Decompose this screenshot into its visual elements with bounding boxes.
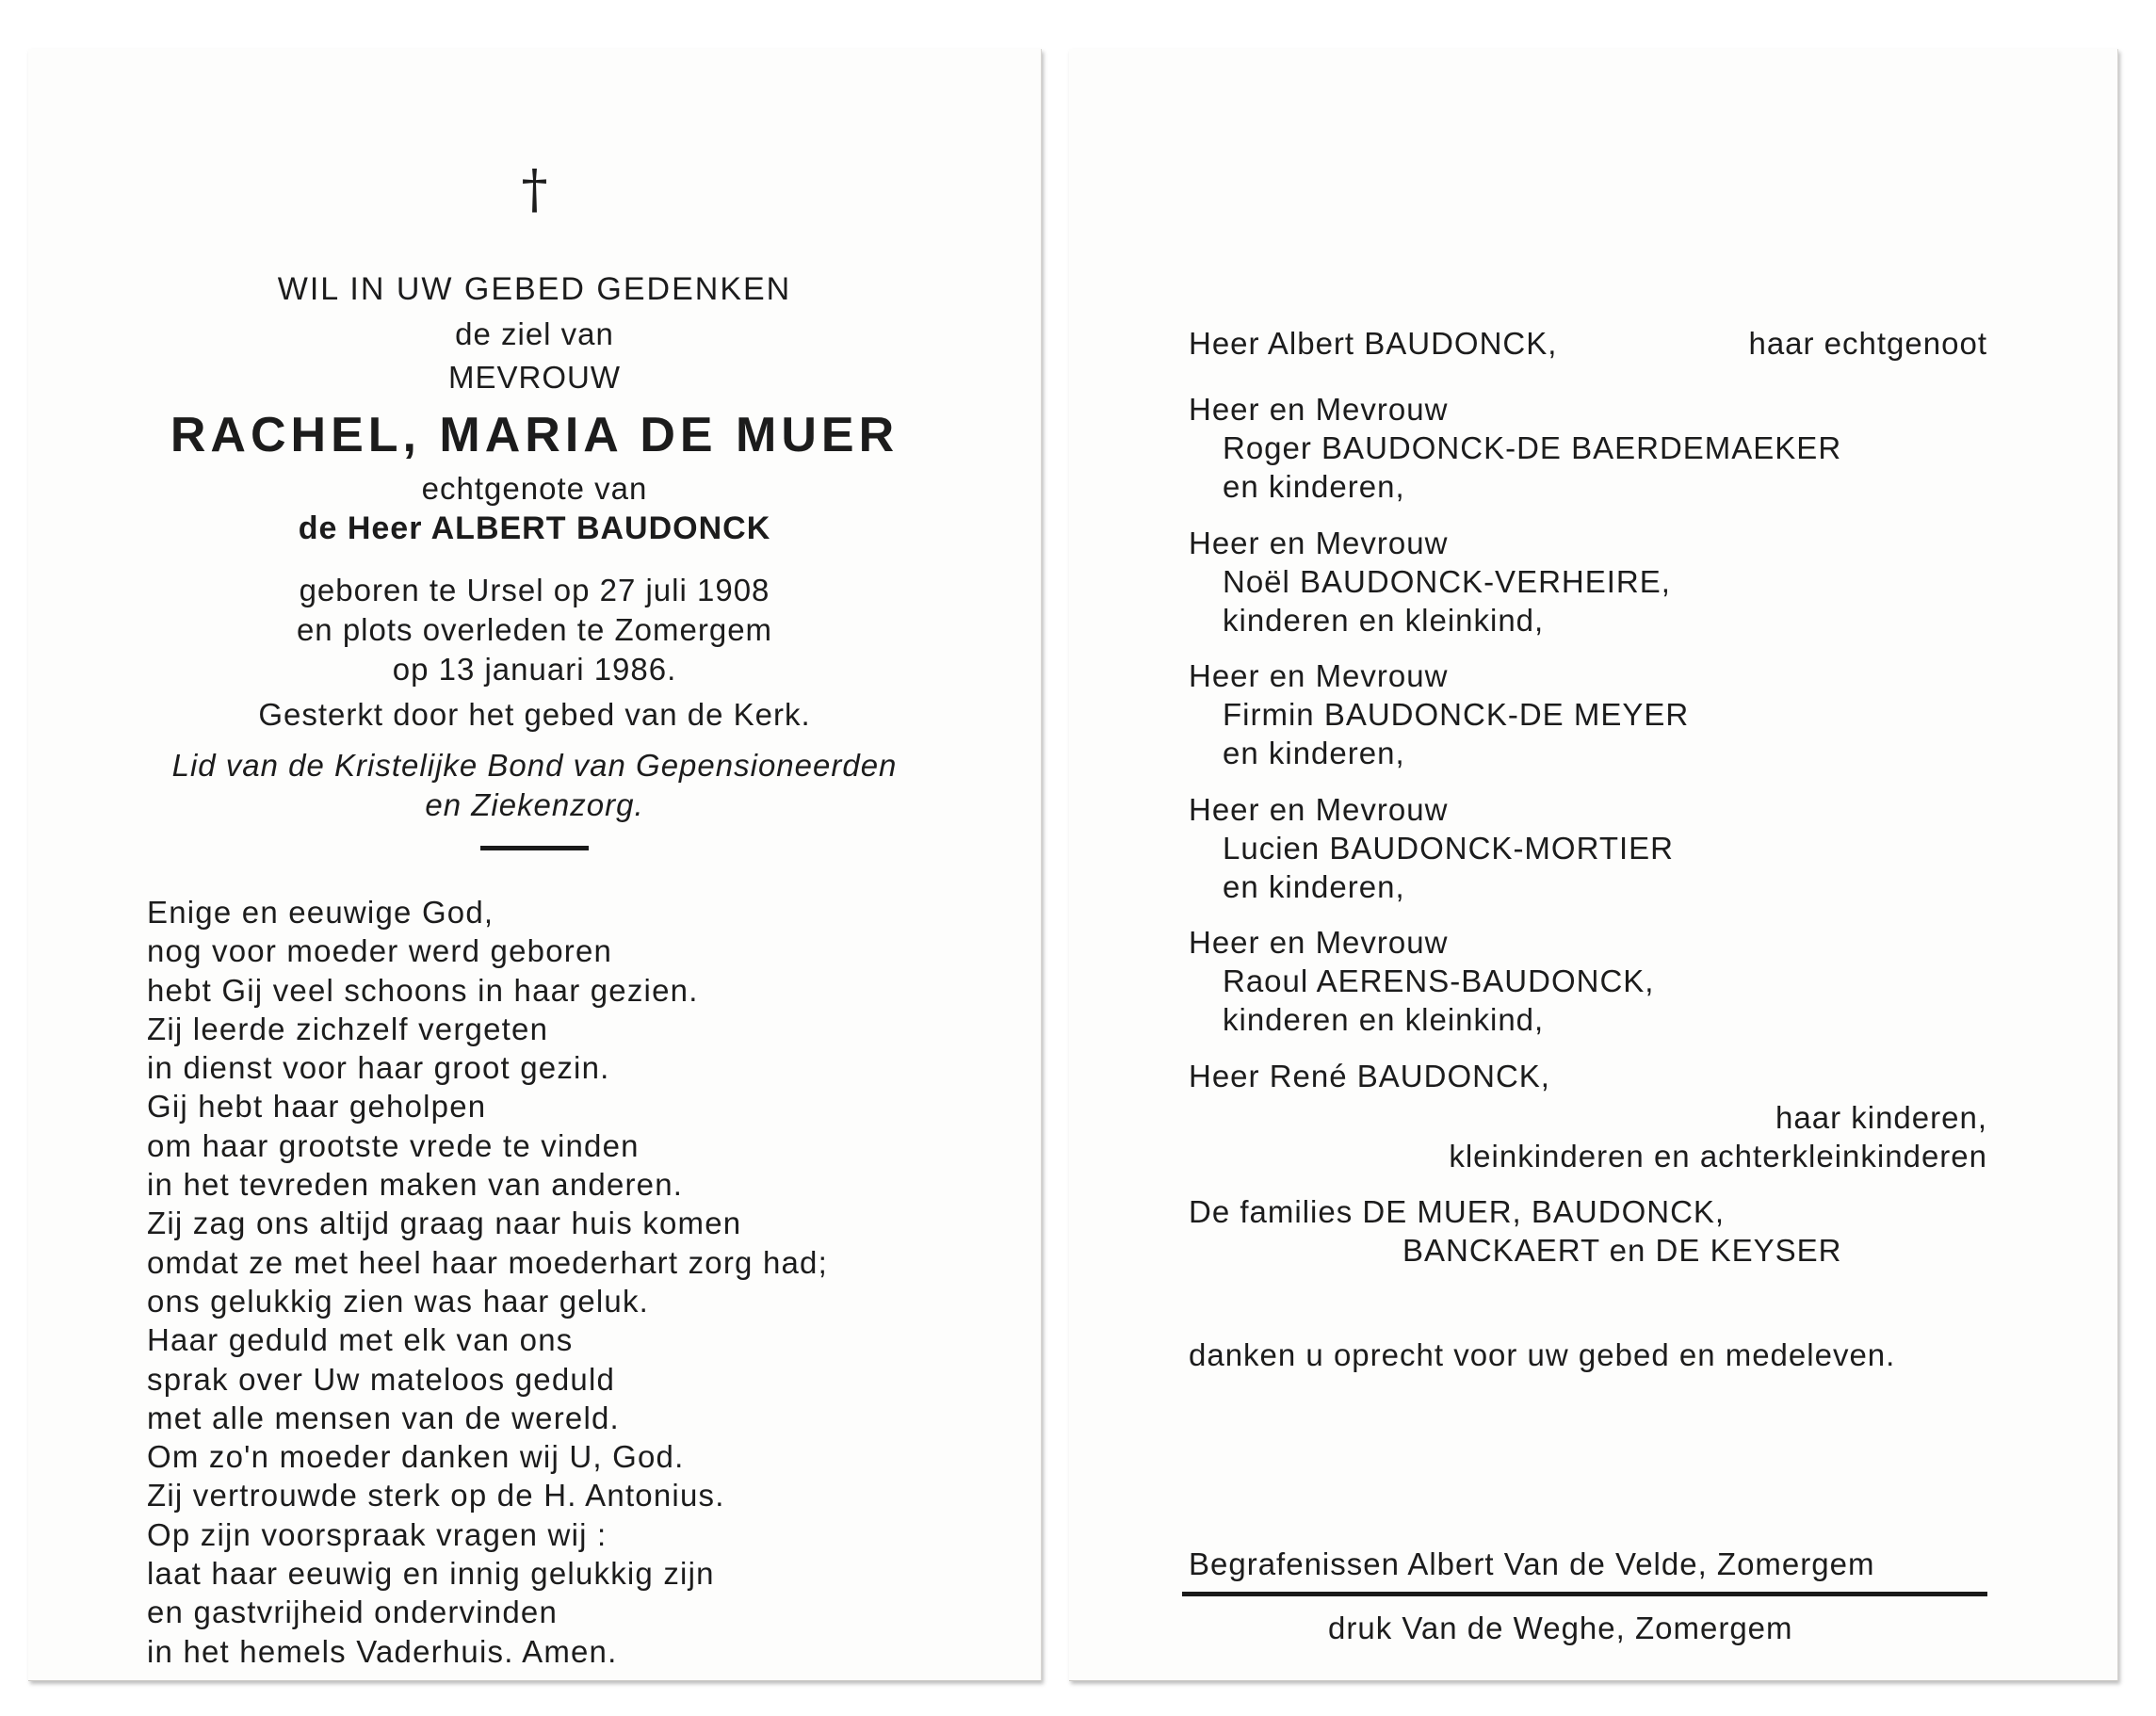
family-children: en kinderen, [1223, 736, 1405, 770]
family-children: en kinderen, [1223, 469, 1405, 504]
family-salutation: Heer en Mevrouw [1189, 658, 1449, 693]
poem-line: Enige en eeuwige God, [147, 895, 494, 930]
poem-line: en gastvrijheid ondervinden [147, 1595, 559, 1630]
family-children: kinderen en kleinkind, [1223, 1002, 1545, 1037]
membership-line-2: en Ziekenzorg. [425, 787, 644, 822]
strengthened-line: Gesterkt door het gebed van de Kerk. [258, 697, 811, 732]
family-children: kinderen en kleinkind, [1223, 603, 1545, 638]
divider [1182, 1592, 1987, 1596]
family-names: Raoul AERENS-BAUDONCK, [1223, 963, 1655, 998]
poem-line: Op zijn voorspraak vragen wij : [147, 1516, 608, 1552]
thanks-line: danken u oprecht voor uw gebed en medeleven. [1189, 1337, 1896, 1372]
cross-icon: † [521, 159, 548, 220]
poem-line: Om zo'n moeder danken wij U, God. [147, 1439, 685, 1475]
rene-line: Heer René BAUDONCK, [1189, 1059, 1550, 1093]
family-salutation: Heer en Mevrouw [1189, 925, 1449, 960]
poem-line: met alle mensen van de wereld. [147, 1400, 620, 1435]
family-children: en kinderen, [1223, 869, 1405, 904]
family-salutation: Heer en Mevrouw [1189, 792, 1449, 827]
birth-line: geboren te Ursel op 27 juli 1908 [299, 573, 770, 607]
family-names: Noël BAUDONCK-VERHEIRE, [1223, 564, 1671, 599]
divider [480, 846, 589, 850]
poem-line: in het tevreden maken van anderen. [147, 1167, 684, 1203]
poem-line: Zij leerde zichzelf vergeten [147, 1011, 549, 1046]
deceased-name: RACHEL, MARIA DE MUER [170, 408, 900, 462]
left-page [28, 49, 1042, 1681]
grandchildren-line: kleinkinderen en achterkleinkinderen [1449, 1139, 1987, 1174]
poem-line: ons gelukkig zien was haar geluk. [147, 1283, 650, 1319]
family-names: Roger BAUDONCK-DE BAERDEMAEKER [1223, 430, 1842, 465]
soul-of: de ziel van [455, 316, 614, 351]
poem-line: nog voor moeder werd geboren [147, 933, 613, 969]
families-line-2: BANCKAERT en DE KEYSER [1402, 1233, 1842, 1268]
family-salutation: Heer en Mevrouw [1189, 392, 1449, 427]
family-names: Lucien BAUDONCK-MORTIER [1223, 831, 1674, 866]
poem-line: om haar grootste vrede te vinden [147, 1127, 640, 1163]
spouse-name: de Heer ALBERT BAUDONCK [298, 510, 771, 546]
poem-line: Zij vertrouwde sterk op de H. Antonius. [147, 1478, 725, 1514]
printer: druk Van de Weghe, Zomergem [1328, 1611, 1793, 1645]
membership-line-1: Lid van de Kristelijke Bond van Gepensioneerden [171, 748, 898, 783]
poem [147, 893, 828, 1671]
her-children: haar kinderen, [1775, 1100, 1987, 1135]
poem-line: omdat ze met heel haar moederhart zorg had; [147, 1244, 828, 1280]
poem-line: Gij hebt haar geholpen [147, 1089, 487, 1125]
poem-line: sprak over Uw mateloos geduld [147, 1361, 616, 1397]
poem-line: laat haar eeuwig en innig gelukkig zijn [147, 1556, 715, 1592]
right-page [1069, 49, 2118, 1681]
family-names: Firmin BAUDONCK-DE MEYER [1223, 697, 1690, 732]
heading: WIL IN UW GEBED GEDENKEN [277, 271, 792, 307]
title: MEVROUW [448, 360, 621, 395]
families-line-1: De families DE MUER, BAUDONCK, [1189, 1194, 1726, 1229]
spouse-intro: echtgenote van [421, 471, 648, 506]
poem-line: hebt Gij veel schoons in haar gezien. [147, 972, 699, 1008]
husband-name: Heer Albert BAUDONCK, [1189, 326, 1558, 361]
poem-line: in het hemels Vaderhuis. Amen. [147, 1633, 618, 1669]
death-line: en plots overleden te Zomergem [296, 612, 773, 647]
poem-line: Zij zag ons altijd graag naar huis komen [147, 1206, 742, 1241]
death-date: op 13 januari 1986. [392, 652, 677, 687]
husband-role: haar echtgenoot [1748, 326, 1987, 361]
poem-line: Haar geduld met elk van ons [147, 1322, 574, 1358]
poem-line: in dienst voor haar groot gezin. [147, 1050, 610, 1086]
family-salutation: Heer en Mevrouw [1189, 526, 1449, 560]
funeral-home: Begrafenissen Albert Van de Velde, Zomergem [1189, 1546, 1875, 1581]
